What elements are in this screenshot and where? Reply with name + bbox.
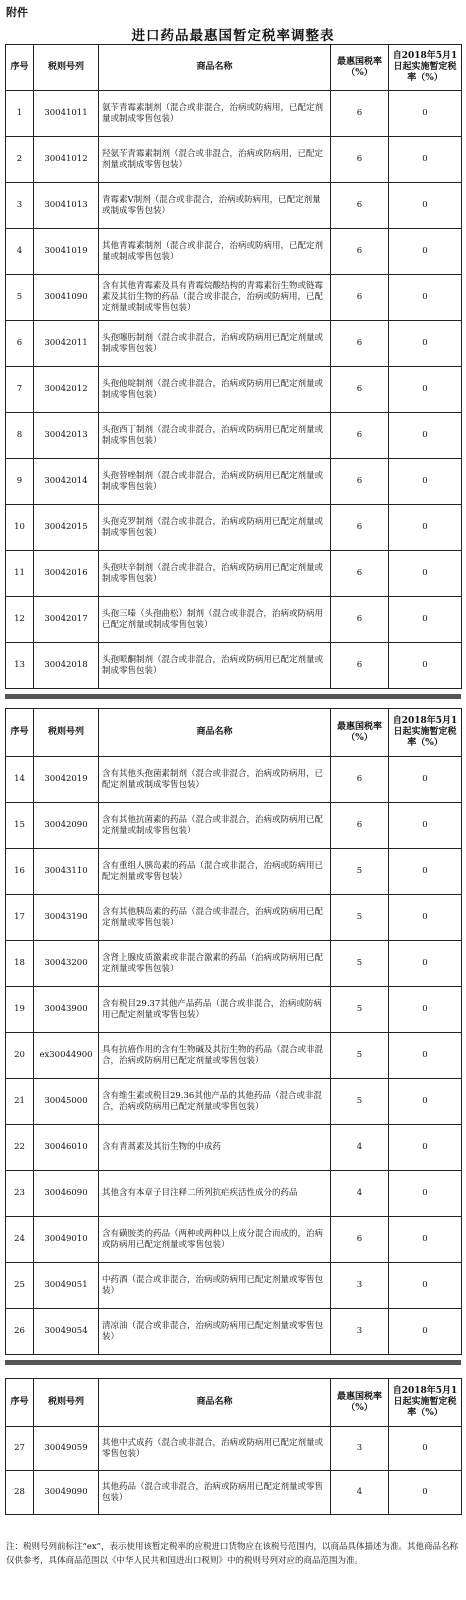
header-col-no: 序号 <box>6 709 34 757</box>
attachment-label: 附件 <box>6 6 28 19</box>
cell-mfn: 6 <box>331 1217 389 1263</box>
table-row <box>6 275 462 321</box>
cell-code: 30046010 <box>34 1125 99 1171</box>
cell-code: 30042012 <box>34 367 99 413</box>
cell-code: 30049090 <box>34 1471 99 1515</box>
cell-name: 羟氨苄青霉素制剂（混合或非混合，治病或防病用，已配定剂量或制成零售包装） <box>99 137 331 183</box>
header-col-code: 税则号列 <box>34 1379 99 1427</box>
cell-name: 含有重组人胰岛素的药品（混合或非混合，治病或防病用已配定剂量或零售包装） <box>99 849 331 895</box>
cell-mfn: 3 <box>331 1309 389 1355</box>
cell-name: 头孢呋辛制剂（混合或非混合，治病或防病用已配定剂量或制成零售包装） <box>99 551 331 597</box>
cell-temp: 0 <box>389 895 462 941</box>
cell-no: 20 <box>6 1033 34 1079</box>
cell-temp: 0 <box>389 275 462 321</box>
cell-code: ex30044900 <box>34 1033 99 1079</box>
cell-code: 30041019 <box>34 229 99 275</box>
cell-mfn: 6 <box>331 505 389 551</box>
cell-no: 13 <box>6 643 34 689</box>
cell-mfn: 4 <box>331 1471 389 1515</box>
table-row <box>6 367 462 413</box>
cell-mfn: 6 <box>331 551 389 597</box>
table-row <box>6 597 462 643</box>
table-row <box>6 987 462 1033</box>
cell-no: 26 <box>6 1309 34 1355</box>
header-col-temp: 自2018年5月1日起实施暂定税率（%） <box>389 1379 462 1427</box>
cell-name: 清凉油（混合或非混合，治病或防病用已配定剂量或零售包装） <box>99 1309 331 1355</box>
table-row <box>6 321 462 367</box>
cell-temp: 0 <box>389 803 462 849</box>
cell-code: 30043200 <box>34 941 99 987</box>
cell-code: 30043900 <box>34 987 99 1033</box>
cell-mfn: 3 <box>331 1427 389 1471</box>
cell-mfn: 6 <box>331 413 389 459</box>
table-row <box>6 1427 462 1471</box>
cell-mfn: 6 <box>331 757 389 803</box>
cell-mfn: 5 <box>331 987 389 1033</box>
cell-no: 14 <box>6 757 34 803</box>
cell-temp: 0 <box>389 229 462 275</box>
cell-mfn: 3 <box>331 1263 389 1309</box>
cell-no: 7 <box>6 367 34 413</box>
cell-mfn: 6 <box>331 137 389 183</box>
cell-code: 30041090 <box>34 275 99 321</box>
header-col-temp: 自2018年5月1日起实施暂定税率（%） <box>389 45 462 91</box>
cell-no: 1 <box>6 91 34 137</box>
table-row <box>6 459 462 505</box>
cell-no: 24 <box>6 1217 34 1263</box>
cell-code: 30042090 <box>34 803 99 849</box>
cell-no: 23 <box>6 1171 34 1217</box>
table-row <box>6 1125 462 1171</box>
cell-code: 30042017 <box>34 597 99 643</box>
table-row <box>6 91 462 137</box>
cell-code: 30049010 <box>34 1217 99 1263</box>
cell-no: 15 <box>6 803 34 849</box>
cell-no: 6 <box>6 321 34 367</box>
table-row <box>6 1471 462 1515</box>
cell-no: 19 <box>6 987 34 1033</box>
cell-mfn: 6 <box>331 91 389 137</box>
table-page-1 <box>5 44 461 689</box>
table-header-row <box>6 45 462 91</box>
cell-mfn: 6 <box>331 643 389 689</box>
cell-name: 头孢替唑制剂（混合或非混合，治病或防病用已配定剂量或制成零售包装） <box>99 459 331 505</box>
cell-name: 具有抗癌作用的含有生物碱及其衍生物的药品（混合或非混合，治病或防病用已配定剂量或零售包装） <box>99 1033 331 1079</box>
cell-name: 含有其他抗菌素的药品（混合或非混合，治病或防病用已配定剂量或制成零售包装） <box>99 803 331 849</box>
table-row <box>6 1309 462 1355</box>
cell-no: 11 <box>6 551 34 597</box>
table-header-row <box>6 709 462 757</box>
header-col-code: 税则号列 <box>34 45 99 91</box>
cell-no: 17 <box>6 895 34 941</box>
cell-code: 30042013 <box>34 413 99 459</box>
footnote: 注：税则号列前标注“ex”，表示使用该暂定税率的应税进口货物应在该税号范围内，以商品具体描述为准。其他商品名称仅供参考，具体商品范围以《中华人民共和国进出口税则》中的税则号列对应的商品范围为准。 <box>6 1542 459 1566</box>
cell-no: 4 <box>6 229 34 275</box>
cell-name: 头孢哌酮制剂（混合或非混合，治病或防病用已配定剂量或制成零售包装） <box>99 643 331 689</box>
cell-mfn: 4 <box>331 1125 389 1171</box>
cell-code: 30042016 <box>34 551 99 597</box>
cell-mfn: 6 <box>331 229 389 275</box>
cell-mfn: 4 <box>331 1171 389 1217</box>
cell-code: 30042014 <box>34 459 99 505</box>
cell-code: 30041012 <box>34 137 99 183</box>
cell-temp: 0 <box>389 1033 462 1079</box>
cell-temp: 0 <box>389 987 462 1033</box>
cell-no: 25 <box>6 1263 34 1309</box>
tariff-table <box>5 708 462 1355</box>
cell-no: 3 <box>6 183 34 229</box>
cell-name: 头孢西丁制剂（混合或非混合，治病或防病用已配定剂量或制成零售包装） <box>99 413 331 459</box>
table-row <box>6 941 462 987</box>
header-col-name: 商品名称 <box>99 709 331 757</box>
table-row <box>6 229 462 275</box>
cell-code: 30046090 <box>34 1171 99 1217</box>
cell-name: 含有其他头孢菌素制剂（混合或非混合，治病或防病用，已配定剂量或制成零售包装） <box>99 757 331 803</box>
table-row <box>6 1079 462 1125</box>
tariff-table <box>5 1378 462 1515</box>
table-row <box>6 1217 462 1263</box>
cell-temp: 0 <box>389 183 462 229</box>
cell-name: 头孢噻肟制剂（混合或非混合，治病或防病用已配定剂量或制成零售包装） <box>99 321 331 367</box>
cell-temp: 0 <box>389 1427 462 1471</box>
document-title: 进口药品最惠国暂定税率调整表 <box>131 28 335 44</box>
cell-mfn: 6 <box>331 183 389 229</box>
cell-name: 含肾上腺皮质激素或非混合激素的药品（治病或防病用已配定剂量或零售包装） <box>99 941 331 987</box>
cell-temp: 0 <box>389 459 462 505</box>
cell-code: 30043110 <box>34 849 99 895</box>
cell-temp: 0 <box>389 1309 462 1355</box>
cell-no: 27 <box>6 1427 34 1471</box>
cell-name: 头孢三嗪（头孢曲松）制剂（混合或非混合，治病或防病用已配定剂量或制成零售包装） <box>99 597 331 643</box>
table-row <box>6 413 462 459</box>
cell-temp: 0 <box>389 505 462 551</box>
cell-no: 9 <box>6 459 34 505</box>
cell-mfn: 6 <box>331 597 389 643</box>
table-row <box>6 803 462 849</box>
cell-mfn: 6 <box>331 275 389 321</box>
cell-temp: 0 <box>389 1171 462 1217</box>
cell-no: 22 <box>6 1125 34 1171</box>
cell-mfn: 6 <box>331 459 389 505</box>
page-separator <box>5 694 461 699</box>
cell-name: 头孢他啶制剂（混合或非混合，治病或防病用已配定剂量或制成零售包装） <box>99 367 331 413</box>
cell-mfn: 5 <box>331 895 389 941</box>
cell-mfn: 6 <box>331 321 389 367</box>
table-row <box>6 643 462 689</box>
cell-name: 含有青蒿素及其衍生物的中成药 <box>99 1125 331 1171</box>
header-col-mfn: 最惠国税率（%） <box>331 709 389 757</box>
cell-code: 30042015 <box>34 505 99 551</box>
cell-name: 含有磺胺类的药品（两种或两种以上成分混合而成的，治病或防病用已配定剂量或零售包装） <box>99 1217 331 1263</box>
cell-no: 16 <box>6 849 34 895</box>
cell-temp: 0 <box>389 757 462 803</box>
tariff-table <box>5 44 462 689</box>
header-col-mfn: 最惠国税率（%） <box>331 1379 389 1427</box>
cell-name: 其他中式成药（混合或非混合，治病或防病用已配定剂量或零售包装） <box>99 1427 331 1471</box>
cell-temp: 0 <box>389 91 462 137</box>
header-col-code: 税则号列 <box>34 709 99 757</box>
cell-temp: 0 <box>389 1217 462 1263</box>
cell-mfn: 5 <box>331 1033 389 1079</box>
table-row <box>6 551 462 597</box>
cell-mfn: 5 <box>331 1079 389 1125</box>
header-col-no: 序号 <box>6 1379 34 1427</box>
table-row <box>6 757 462 803</box>
cell-mfn: 6 <box>331 367 389 413</box>
cell-temp: 0 <box>389 321 462 367</box>
table-row <box>6 137 462 183</box>
cell-temp: 0 <box>389 367 462 413</box>
table-row <box>6 1033 462 1079</box>
header-col-temp: 自2018年5月1日起实施暂定税率（%） <box>389 709 462 757</box>
cell-name: 含有维生素或税目29.36其他产品的其他药品（混合或非混合，治病或防病用已配定剂量或零售包装） <box>99 1079 331 1125</box>
cell-temp: 0 <box>389 137 462 183</box>
cell-mfn: 5 <box>331 941 389 987</box>
cell-temp: 0 <box>389 413 462 459</box>
table-row <box>6 183 462 229</box>
cell-no: 12 <box>6 597 34 643</box>
cell-temp: 0 <box>389 1125 462 1171</box>
table-page-3 <box>5 1378 461 1515</box>
cell-no: 21 <box>6 1079 34 1125</box>
cell-temp: 0 <box>389 849 462 895</box>
table-header-row <box>6 1379 462 1427</box>
cell-code: 30042019 <box>34 757 99 803</box>
cell-name: 其他含有本章子目注释二所列抗疟疾活性成分的药品 <box>99 1171 331 1217</box>
cell-code: 30049059 <box>34 1427 99 1471</box>
page-separator <box>5 1360 461 1365</box>
header-col-name: 商品名称 <box>99 45 331 91</box>
cell-name: 含有其他胰岛素的药品（混合或非混合，治病或防病用已配定剂量或零售包装） <box>99 895 331 941</box>
cell-temp: 0 <box>389 1471 462 1515</box>
cell-no: 18 <box>6 941 34 987</box>
cell-temp: 0 <box>389 551 462 597</box>
table-page-2 <box>5 708 461 1355</box>
cell-code: 30045000 <box>34 1079 99 1125</box>
table-row <box>6 849 462 895</box>
table-row <box>6 1171 462 1217</box>
cell-no: 5 <box>6 275 34 321</box>
cell-no: 28 <box>6 1471 34 1515</box>
cell-mfn: 5 <box>331 849 389 895</box>
table-row <box>6 1263 462 1309</box>
cell-name: 含有其他青霉素及具有青霉烷酸结构的青霉素衍生物或链霉素及其衍生物的药品（混合或非混合，治病或防病用，已配定剂量或制成零售包装） <box>99 275 331 321</box>
cell-name: 青霉素V制剂（混合或非混合，治病或防病用，已配定剂量或制成零售包装） <box>99 183 331 229</box>
header-col-mfn: 最惠国税率（%） <box>331 45 389 91</box>
cell-no: 8 <box>6 413 34 459</box>
table-row <box>6 505 462 551</box>
cell-code: 30049051 <box>34 1263 99 1309</box>
cell-name: 氨苄青霉素制剂（混合或非混合，治病或防病用，已配定剂量或制成零售包装） <box>99 91 331 137</box>
cell-no: 2 <box>6 137 34 183</box>
cell-name: 含有税目29.37其他产品药品（混合或非混合，治病或防病用已配定剂量或零售包装） <box>99 987 331 1033</box>
cell-temp: 0 <box>389 1079 462 1125</box>
cell-temp: 0 <box>389 1263 462 1309</box>
table-row <box>6 895 462 941</box>
cell-name: 中药酒（混合或非混合，治病或防病用已配定剂量或零售包装） <box>99 1263 331 1309</box>
header-col-name: 商品名称 <box>99 1379 331 1427</box>
cell-mfn: 6 <box>331 803 389 849</box>
cell-temp: 0 <box>389 597 462 643</box>
cell-code: 30042011 <box>34 321 99 367</box>
header-col-no: 序号 <box>6 45 34 91</box>
cell-code: 30043190 <box>34 895 99 941</box>
cell-name: 其他青霉素制剂（混合或非混合，治病或防病用，已配定剂量或制成零售包装） <box>99 229 331 275</box>
cell-code: 30042018 <box>34 643 99 689</box>
cell-temp: 0 <box>389 643 462 689</box>
cell-code: 30041011 <box>34 91 99 137</box>
cell-name: 头孢克罗制剂（混合或非混合，治病或防病用已配定剂量或制成零售包装） <box>99 505 331 551</box>
cell-name: 其他药品（混合或非混合，治病或防病用已配定剂量或零售包装） <box>99 1471 331 1515</box>
cell-no: 10 <box>6 505 34 551</box>
cell-code: 30041013 <box>34 183 99 229</box>
cell-temp: 0 <box>389 941 462 987</box>
cell-code: 30049054 <box>34 1309 99 1355</box>
